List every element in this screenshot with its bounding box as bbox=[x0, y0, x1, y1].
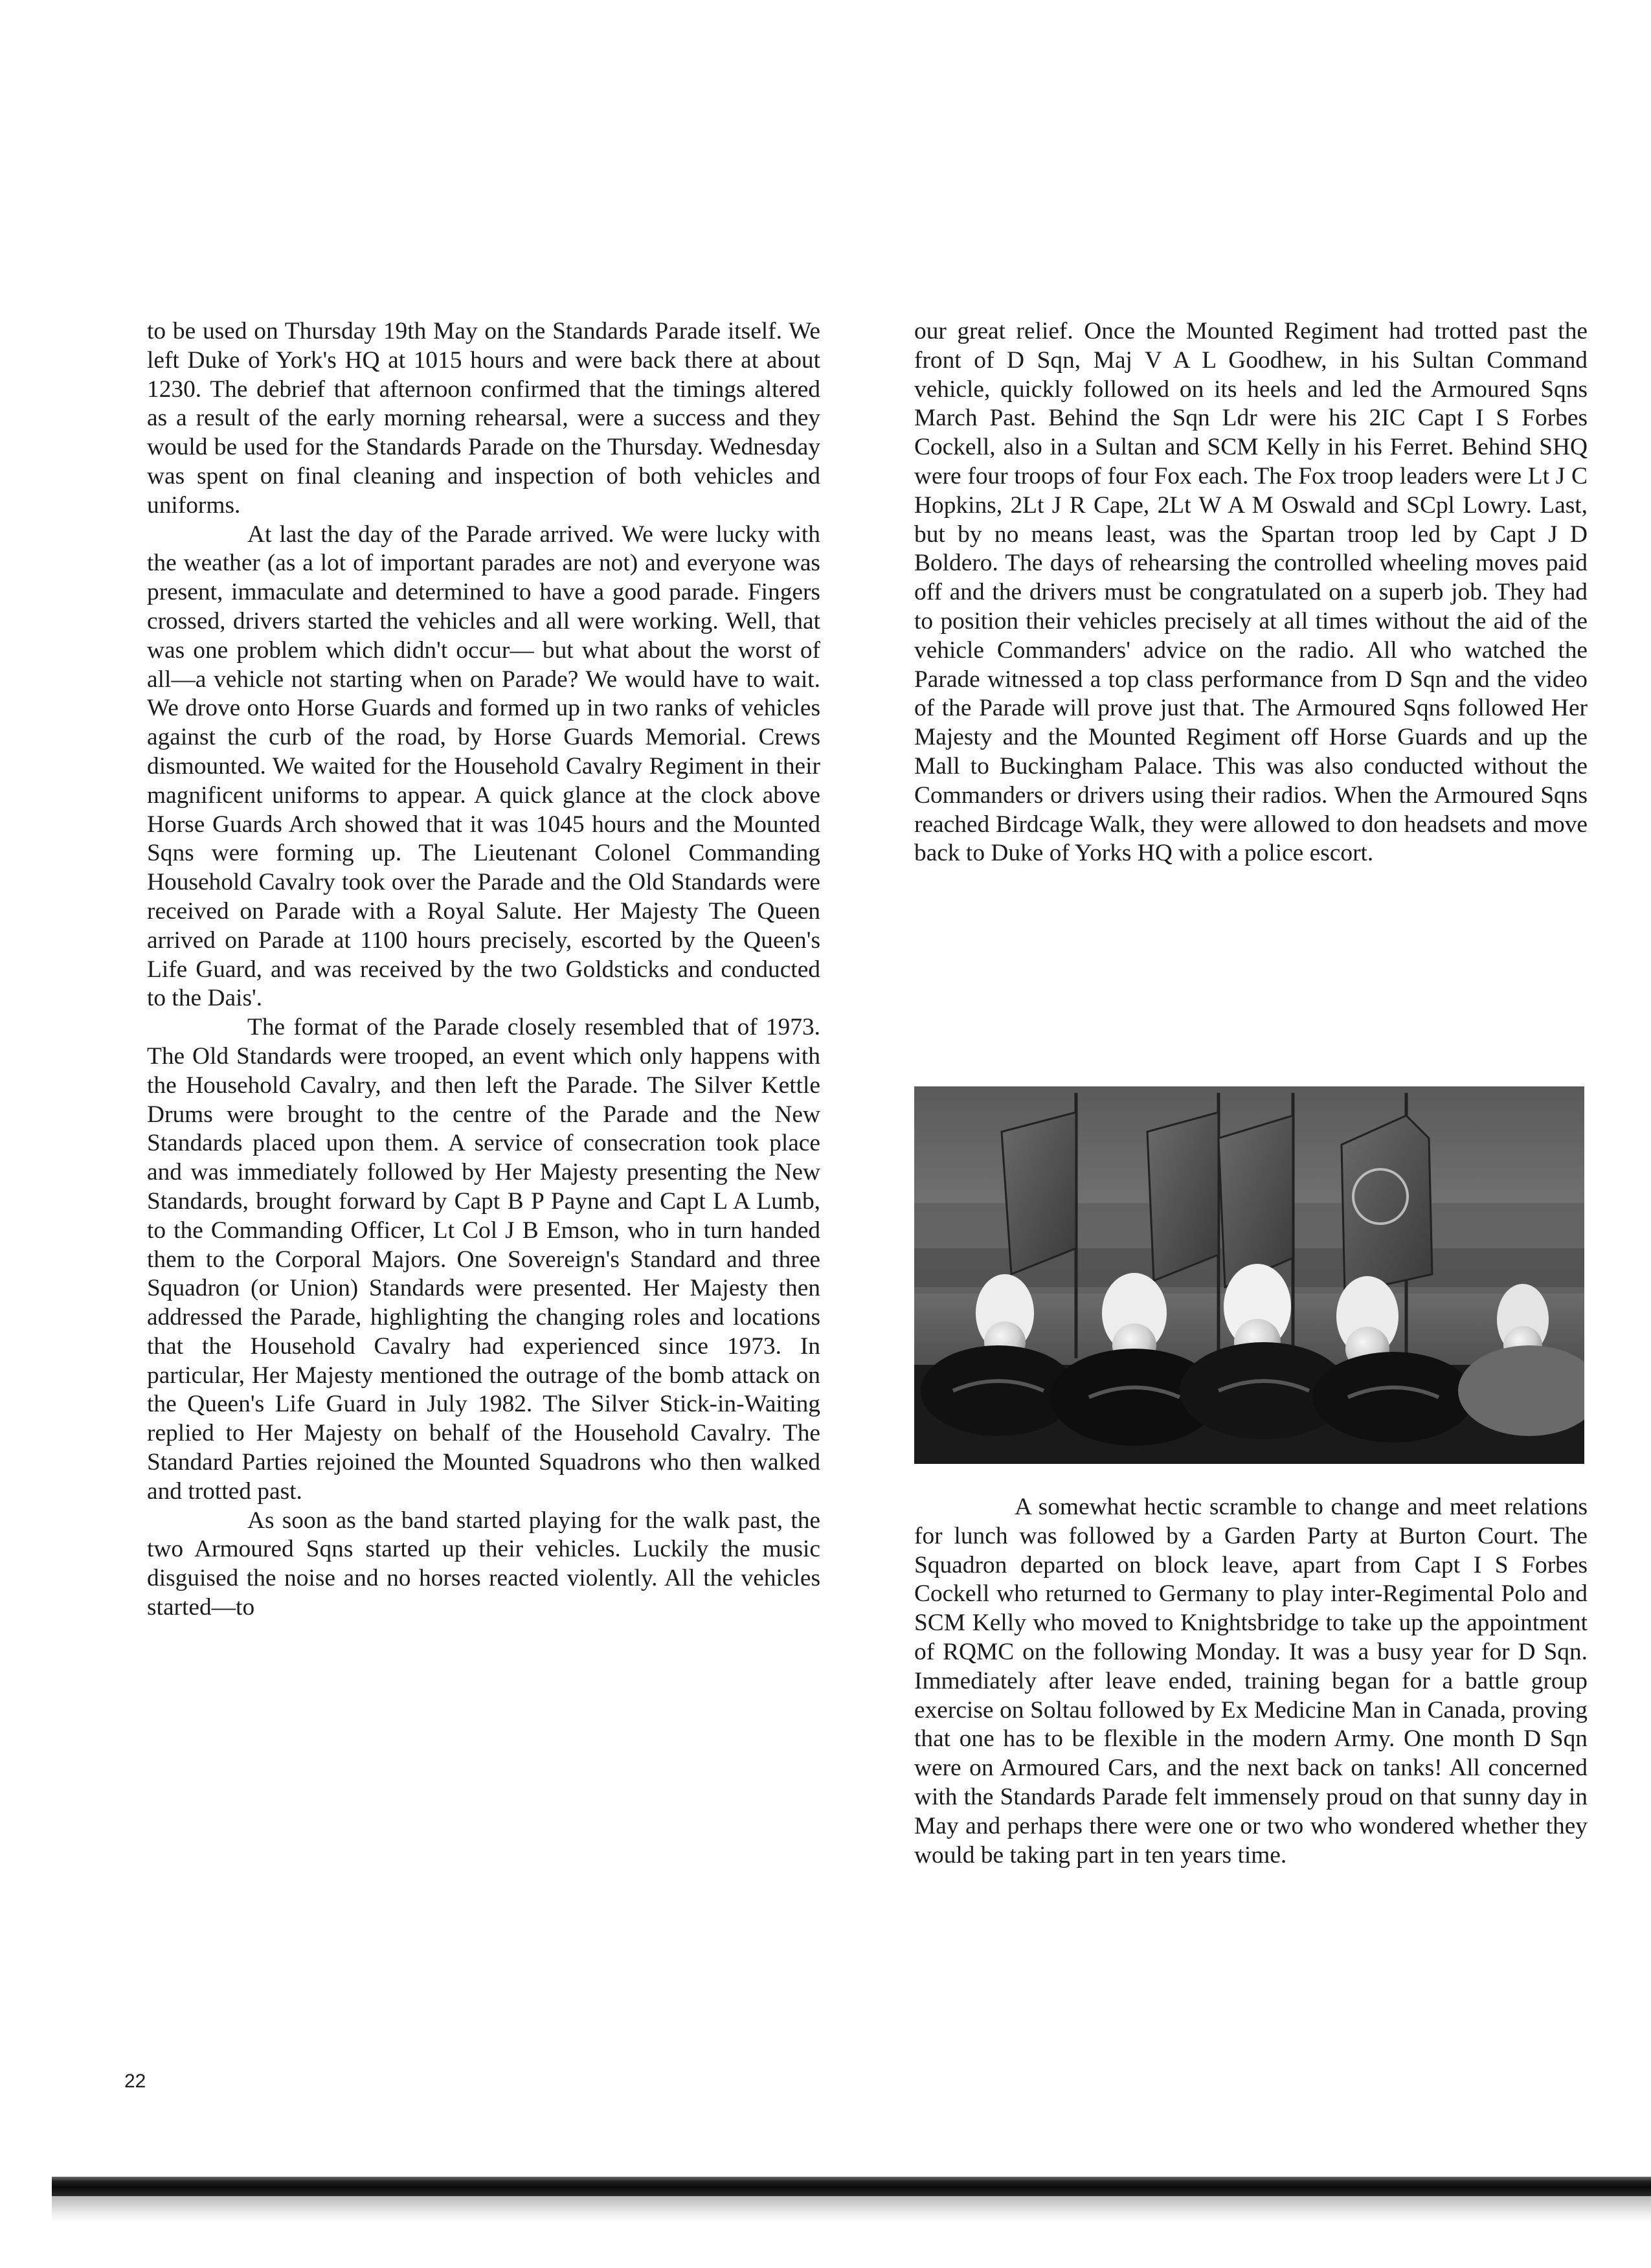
left-column bbox=[147, 317, 820, 1622]
left-paragraph-1: to be used on Thursday 19th May on the Standards Parade itself. We left Duke of York's HQ at 1015 hours and were back there at about 1230. The debrief that afternoon confirmed that the timings altered as a result of the early morning rehearsal, were a success and they would be used for the Standards Parade on the Thursday. Wednesday was spent on final cleaning and inspection of both vehicles and uniforms. bbox=[147, 318, 820, 519]
right-column bbox=[914, 317, 1588, 868]
left-paragraph-4: As soon as the band started playing for the walk past, the two Armoured Sqns started up their vehicles. Luckily the music disguised the noise and no horses reacted violently. All the vehicles started—to bbox=[147, 1507, 820, 1621]
bottom-rule bbox=[52, 2177, 1651, 2196]
parade-photo bbox=[914, 1086, 1584, 1464]
mounted-standard-bearers-photo bbox=[914, 1086, 1584, 1464]
bottom-rule-shadow bbox=[52, 2196, 1651, 2222]
right-column-lower bbox=[914, 1493, 1588, 1870]
left-paragraph-3: The format of the Parade closely resembled that of 1973. The Old Standards were trooped, an event which only happens with the Household Cavalry, and then left the Parade. The Silver Kettle Drums were brought to the centre of the Parade and the New Standards placed upon them. A service of consecration took place and was immediately followed by Her Majesty presenting the New Standards, brought forward by Capt B P Payne and Capt L A Lumb, to the Commanding Officer, Lt Col J B Emson, who in turn handed them to the Corporal Majors. One Sovereign's Standard and three Squadron (or Union) Standards were presented. Her Majesty then addressed the Parade, highlighting the changing roles and locations that the Household Cavalry had experienced since 1973. In particular, Her Majesty mentioned the outrage of the bomb attack on the Queen's Life Guard in July 1982. The Silver Stick-in-Waiting replied to Her Majesty on behalf of the Household Cavalry. The Standard Parties rejoined the Mounted Squadrons who then walked and trotted past. bbox=[147, 1014, 820, 1505]
right-paragraph-2: A somewhat hectic scramble to change and meet relations for lunch was followed by a Garden Party at Burton Court. The Squadron departed on block leave, apart from Capt I S Forbes Cockell who returned to Germany to play inter-Regimental Polo and SCM Kelly who moved to Knightsbridge to take up the appointment of RQMC on the following Monday. It was a busy year for D Sqn. Immediately after leave ended, training began for a battle group exercise on Soltau followed by Ex Medicine Man in Canada, proving that one has to be flexible in the modern Army. One month D Sqn were on Armoured Cars, and the next back on tanks! All concerned with the Standards Parade felt immensely proud on that sunny day in May and perhaps there were one or two who wondered whether they would be taking part in ten years time. bbox=[914, 1494, 1588, 1869]
right-paragraph-1: our great relief. Once the Mounted Regiment had trotted past the front of D Sqn, Maj V A L Goodhew, in his Sultan Command vehicle, quickly followed on its heels and led the Armoured Sqns March Past. Behind the Sqn Ldr were his 2IC Capt I S Forbes Cockell, also in a Sultan and SCM Kelly in his Ferret. Behind SHQ were four troops of four Fox each. The Fox troop leaders were Lt J C Hopkins, 2Lt J R Cape, 2Lt W A M Oswald and SCpl Lowry. Last, but by no means least, was the Spartan troop led by Capt J D Boldero. The days of rehearsing the controlled wheeling moves paid off and the drivers must be congratulated on a superb job. They had to position their vehicles precisely at all times without the aid of the vehicle Commanders' advice on the radio. All who watched the Parade witnessed a top class performance from D Sqn and the video of the Parade will prove just that. The Armoured Sqns followed Her Majesty and the Mounted Regiment off Horse Guards and up the Mall to Buckingham Palace. This was also conducted without the Commanders or drivers using their radios. When the Armoured Sqns reached Birdcage Walk, they were allowed to don headsets and move back to Duke of Yorks HQ with a police escort. bbox=[914, 318, 1588, 867]
left-paragraph-2: At last the day of the Parade arrived. We were lucky with the weather (as a lot of important parades are not) and everyone was present, immaculate and determined to have a good parade. Fingers crossed, drivers started the vehicles and all were working. Well, that was one problem which didn't occur— but what about the worst of all—a vehicle not starting when on Parade? We would have to wait. We drove onto Horse Guards and formed up in two ranks of vehicles against the curb of the road, by Horse Guards Memorial. Crews dismounted. We waited for the Household Cavalry Regiment in their magnificent uniforms to appear. A quick glance at the clock above Horse Guards Arch showed that it was 1045 hours and the Mounted Sqns were forming up. The Lieutenant Colonel Commanding Household Cavalry took over the Parade and the Old Standards were received on Parade with a Royal Salute. Her Majesty The Queen arrived on Parade at 1100 hours precisely, escorted by the Queen's Life Guard, and was received by the two Goldsticks and conducted to the Dais'. bbox=[147, 521, 820, 1012]
page-number: 22 bbox=[124, 2071, 146, 2092]
